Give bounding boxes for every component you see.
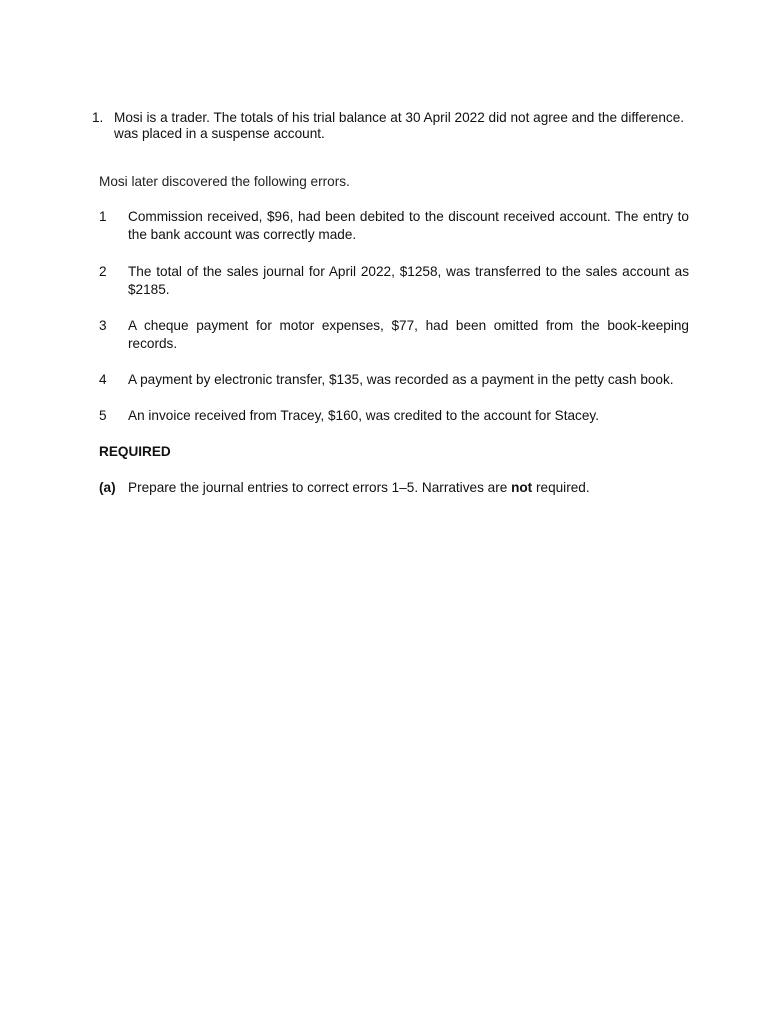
part-a-text-before: Prepare the journal entries to correct errors 1–5. Narratives are [128, 480, 512, 495]
error-number: 3 [99, 318, 107, 333]
error-item-3 [99, 317, 689, 353]
part-a-text-after: required. [532, 480, 590, 495]
question-intro-text: Mosi is a trader. The totals of his trial balance at 30 April 2022 did not agree and the difference. was placed in a suspense account. [114, 110, 685, 141]
error-text: Commission received, $96, had been debited to the discount received account. The entry to the bank account was correctly made. [128, 209, 689, 242]
error-text: A payment by electronic transfer, $135, was recorded as a payment in the petty cash book. [128, 372, 674, 387]
error-number: 5 [99, 408, 107, 423]
part-a [99, 480, 689, 495]
part-a-label: (a) [99, 480, 116, 495]
error-text: A cheque payment for motor expenses, $77, had been omitted from the book-keeping records. [128, 318, 689, 351]
error-number: 2 [99, 264, 107, 279]
error-number: 1 [99, 209, 107, 224]
error-item-5 [99, 407, 689, 425]
error-number: 4 [99, 372, 107, 387]
errors-lead-text: Mosi later discovered the following errors. [99, 174, 350, 189]
part-a-text [128, 480, 689, 495]
part-a-emphasis: not [511, 480, 533, 495]
question-number: 1. [92, 110, 104, 125]
error-item-1 [99, 208, 689, 244]
required-heading: REQUIRED [99, 444, 171, 459]
error-text: The total of the sales journal for April 2022, $1258, was transferred to the sales account as $2185. [128, 264, 689, 297]
error-text: An invoice received from Tracey, $160, was credited to the account for Stacey. [128, 408, 599, 423]
question-intro [92, 110, 692, 142]
error-item-4 [99, 371, 689, 389]
error-item-2 [99, 263, 689, 299]
